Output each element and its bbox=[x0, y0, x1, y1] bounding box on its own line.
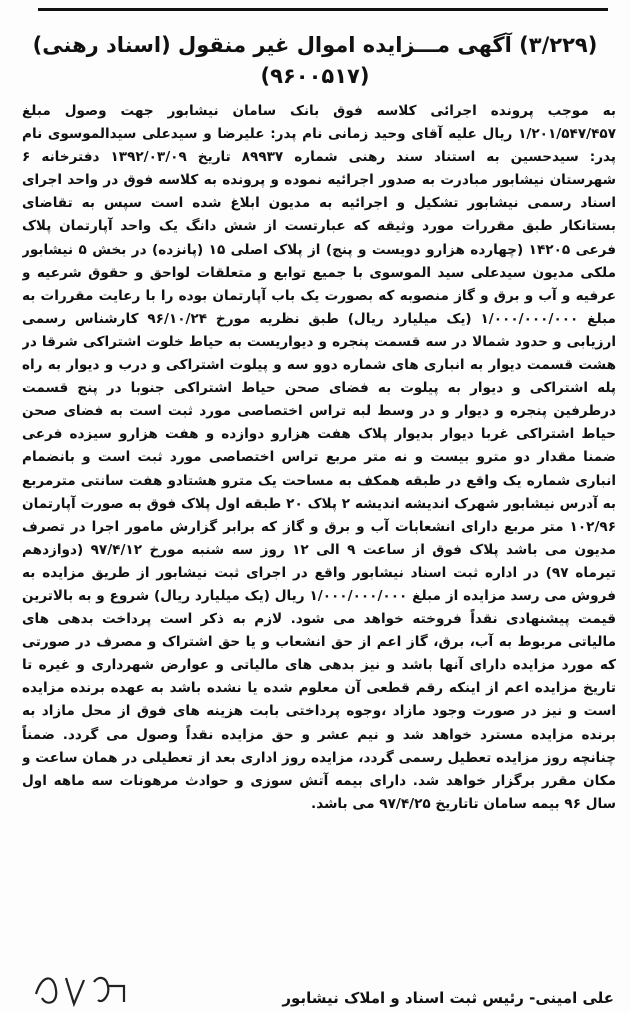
notice-body bbox=[22, 100, 616, 910]
notice-body-text: به موجب پرونده اجرائی کلاسه فوق بانک سامان نیشابور جهت وصول مبلغ ۱/۲۰۱/۵۴۷/۴۵۷ ریال علیه آقای وحید زمانی نام پدر: علیرضا و سیدعلی سیدالموسوی نام پدر: سیدحسین به استناد سند رهنی شماره ۸۹۹۳۷ تاریخ ۱۳۹۲/۰۳/۰۹ دفترخانه ۶ شهرستان نیشابور مبادرت به صدور اجرائیه نموده و پرونده به کلاسه فوق در واحد اجرای اسناد رسمی نیشابور تشکیل و اجرائیه به مدیون ابلاغ شده است سپس به تقاضای بستانکار طبق مقررات مورد وثیقه که عبارتست از شش دانگ یک واحد آپارتمان پلاک فرعی ۱۴۲۰۵ (چهارده هزارو دویست و پنج) از پلاک اصلی ۱۵ (پانزده) در بخش ۵ نیشابور ملکی مدیون سیدعلی سید الموسوی با جمیع توابع و متعلقات لواحق و حقوق شرعیه و عرفیه و آب و برق و گاز منصوبه که بصورت یک باب آپارتمان بوده را با رعایت مقررات به مبلغ ۱/۰۰۰/۰۰۰/۰۰۰ (یک میلیارد ریال) طبق نظریه مورخ ۹۶/۱۰/۲۴ کارشناس رسمی ارزیابی و حدود شمالا در سه قسمت پنجره و دیواریست به حیاط خلوت اشتراکی شرقا در هشت قسمت دیوار به انباری های شماره دوو سه و پیلوت اشتراکی و درب و دیوار به راه پله اشتراکی و دیوار به پیلوت به فضای صحن حیاط اشتراکی جنوبا در پنج قسمت درطرفین پنجره و دیوار و در وسط لبه تراس اختصاصی مورد ثبت است به فضای صحن حیاط اشتراکی غربا دیوار بدیوار پلاک هفت هزارو دوازده و هفت هزارو سیزده فرعی ضمنا مقدار دو مترو بیست و نه متر مربع تراس اختصاصی مورد ثبت است و بانضمام انباری شماره یک واقع در طبقه همکف به مساحت یک مترو هشتادو هفت سانتی مترمربع به آدرس نیشابور شهرک اندیشه اندیشه ۲ پلاک ۲۰ طبقه اول پلاک فوق به صورت آپارتمان ۱۰۲/۹۶ متر مربع دارای انشعابات آب و برق و گاز که برابر گزارش مامور اجرا در تصرف مدیون می باشد پلاک فوق از ساعت ۹ الی ۱۲ روز سه شنبه مورخ ۹۷/۴/۱۲ (دوازدهم تیرماه ۹۷) در اداره ثبت اسناد نیشابور واقع در اجرای ثبت نیشابور از طریق مزایده به فروش می رسد مزایده از مبلغ ۱/۰۰۰/۰۰۰/۰۰۰ ریال (یک میلیارد ریال) شروع و به بالاترین قیمت پیشنهادی نقداً فروخته خواهد می شود. لازم به ذکر است پرداخت بدهی های مالیاتی مربوط به آب، برق، گاز اعم از حق انشعاب و یا حق اشتراک و مصرف در صورتی که مورد مزایده دارای آنها باشد و نیز بدهی های مالیاتی و عوارض شهرداری و غیره تا تاریخ مزایده اعم از اینکه رقم قطعی آن معلوم شده یا نشده باشد به عهده برنده مزایده است و نیز در صورت وجود مازاد ،وجوه پرداختی بابت هزینه های فوق از محل مازاد به برنده مزایده مسترد خواهد شد و نیم عشر و حق مزایده نقداً وصول می گردد. ضمناً چنانچه روز مزایده تعطیل رسمی گردد، مزایده روز اداری بعد از تعطیلی در همان ساعت و مکان مقرر برگزار خواهد شد. دارای بیمه آتش سوزی و حوادث مرهونات سه ماهه اول سال ۹۶ بیمه سامان تاتاریخ ۹۷/۴/۲۵ می باشد. bbox=[22, 103, 616, 812]
signature-line: علی امینی- رئیس ثبت اسناد و املاک نیشابور bbox=[282, 989, 614, 1007]
notice-title: (۳/۲۲۹) آگهی مـــزایده اموال غیر منقول (اسناد رهنی) bbox=[32, 33, 598, 57]
notice-number: (۹۶۰۰۵۱۷) bbox=[260, 64, 370, 88]
top-rule-divider bbox=[38, 8, 608, 11]
handwritten-code-signature bbox=[28, 964, 138, 1012]
